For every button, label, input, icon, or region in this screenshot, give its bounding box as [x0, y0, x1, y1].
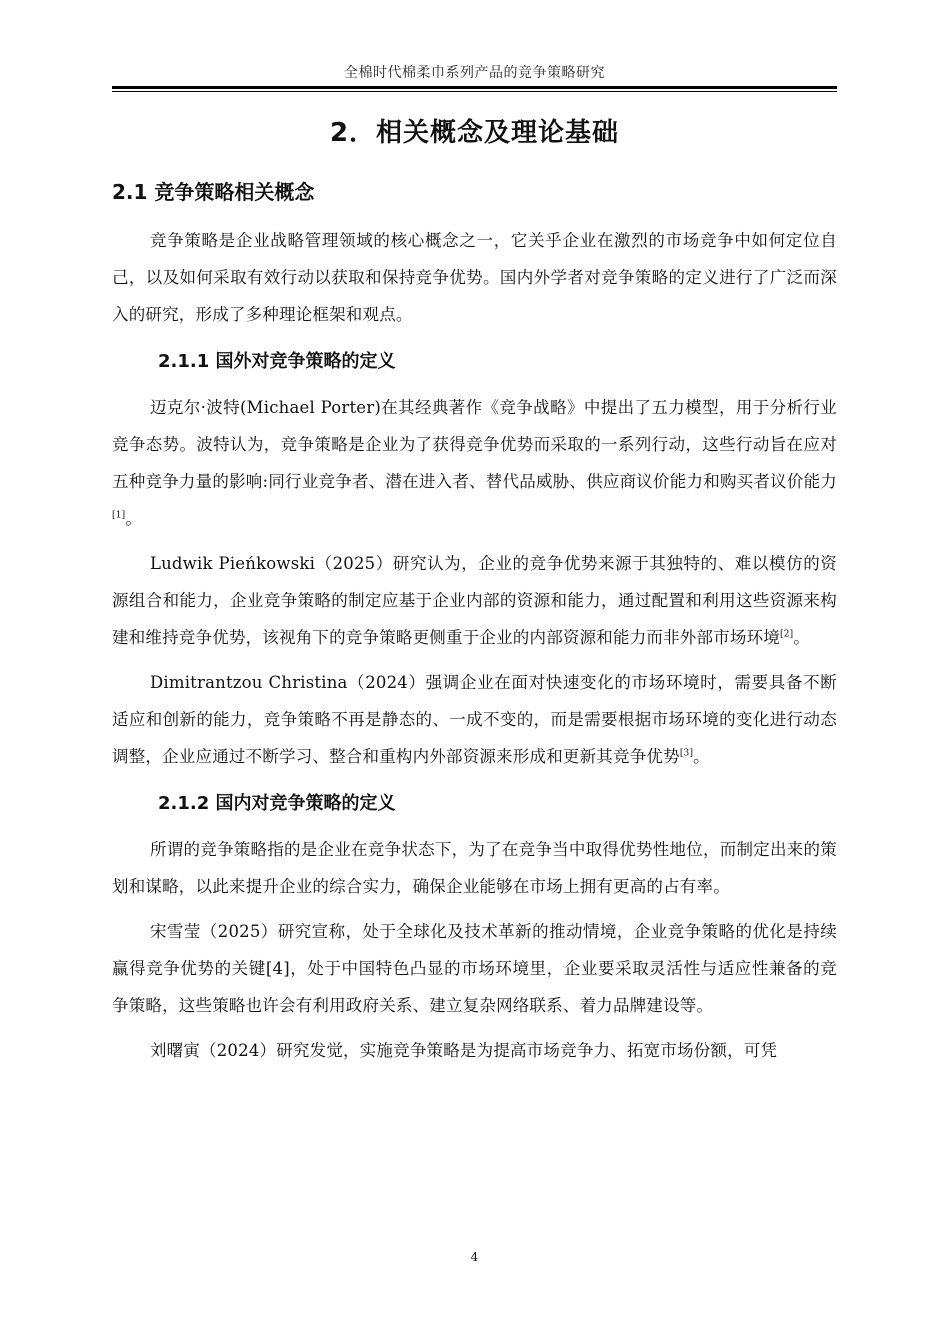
citation-ref-2[interactable]: [2] — [780, 629, 794, 640]
citation-ref-3[interactable]: [3] — [679, 748, 694, 759]
paragraph-domestic-definition: 所谓的竞争策略指的是企业在竞争状态下，为了在竞争当中取得优势性地位，而制定出来的策划和谋略，以此来提升企业的综合实力，确保企业能够在市场上拥有更高的占有率。 — [112, 840, 837, 896]
header-rule-thick — [112, 86, 837, 89]
paragraph-song: 宋雪莹（2025）研究宣称，处于全球化及技术革新的推动情境，企业竞争策略的优化是持续赢得竞争优势的关键[4]，处于中国特色凸显的市场环境里，企业要采取灵活性与适应性兼备的竞争策略，这些策略也许会有利用政府关系、建立复杂网络联系、着力品牌建设等。 — [112, 922, 837, 1015]
paragraph-end: 。 — [125, 509, 143, 528]
page-content — [112, 172, 837, 1077]
paragraph-text: Ludwik Pieńkowski（2025）研究认为，企业的竞争优势来源于其独特的、难以模仿的资源组合和能力，企业竞争策略的制定应基于企业内部的资源和能力，通过配置和利用这些资源来构建和维持竞争优势，该视角下的竞争策略更侧重于企业的内部资源和能力而非外部市场环境 — [112, 554, 837, 647]
paragraph-pienkowski — [112, 545, 837, 656]
paragraph-dimitrantzou — [112, 664, 837, 775]
section-heading-2-1-1: 2.1.1 国外对竞争策略的定义 — [158, 351, 396, 372]
paragraph-end: 。 — [793, 628, 811, 647]
running-header: 全棉时代棉柔巾系列产品的竞争策略研究 — [344, 65, 605, 81]
paragraph-liu: 刘曙寅（2024）研究发觉，实施竞争策略是为提高市场竞争力、拓宽市场份额，可凭 — [149, 1041, 778, 1060]
paragraph-text: Dimitrantzou Christina（2024）强调企业在面对快速变化的市场环境时，需要具备不断适应和创新的能力，竞争策略不再是静态的、一成不变的，而是需要根据市场环境的变化进行动态调整，企业应通过不断学习、整合和重构内外部资源来形成和更新其竞争优势 — [112, 673, 837, 766]
page-number: 4 — [470, 1250, 479, 1264]
header-rule-thin — [112, 91, 837, 92]
section-heading-2-1: 2.1 竞争策略相关概念 — [112, 180, 315, 204]
paragraph-2-1-intro: 竞争策略是企业战略管理领域的核心概念之一，它关乎企业在激烈的市场竞争中如何定位自己，以及如何采取有效行动以获取和保持竞争优势。国内外学者对竞争策略的定义进行了广泛而深入的研究，形成了多种理论框架和观点。 — [112, 231, 837, 324]
chapter-title: 2．相关概念及理论基础 — [329, 118, 620, 148]
paragraph-text: 迈克尔·波特(Michael Porter)在其经典著作《竞争战略》中提出了五力模型，用于分析行业竞争态势。波特认为，竞争策略是企业为了获得竞争优势而采取的一系列行动，这些行动旨在应对五种竞争力量的影响:同行业竞争者、潜在进入者、替代品威胁、供应商议价能力和购买者议价能力 — [112, 398, 837, 491]
paragraph-porter — [112, 389, 837, 537]
paragraph-end: 。 — [693, 747, 710, 766]
section-heading-2-1-2: 2.1.2 国内对竞争策略的定义 — [158, 793, 396, 814]
citation-ref-1[interactable]: [1] — [112, 510, 126, 521]
